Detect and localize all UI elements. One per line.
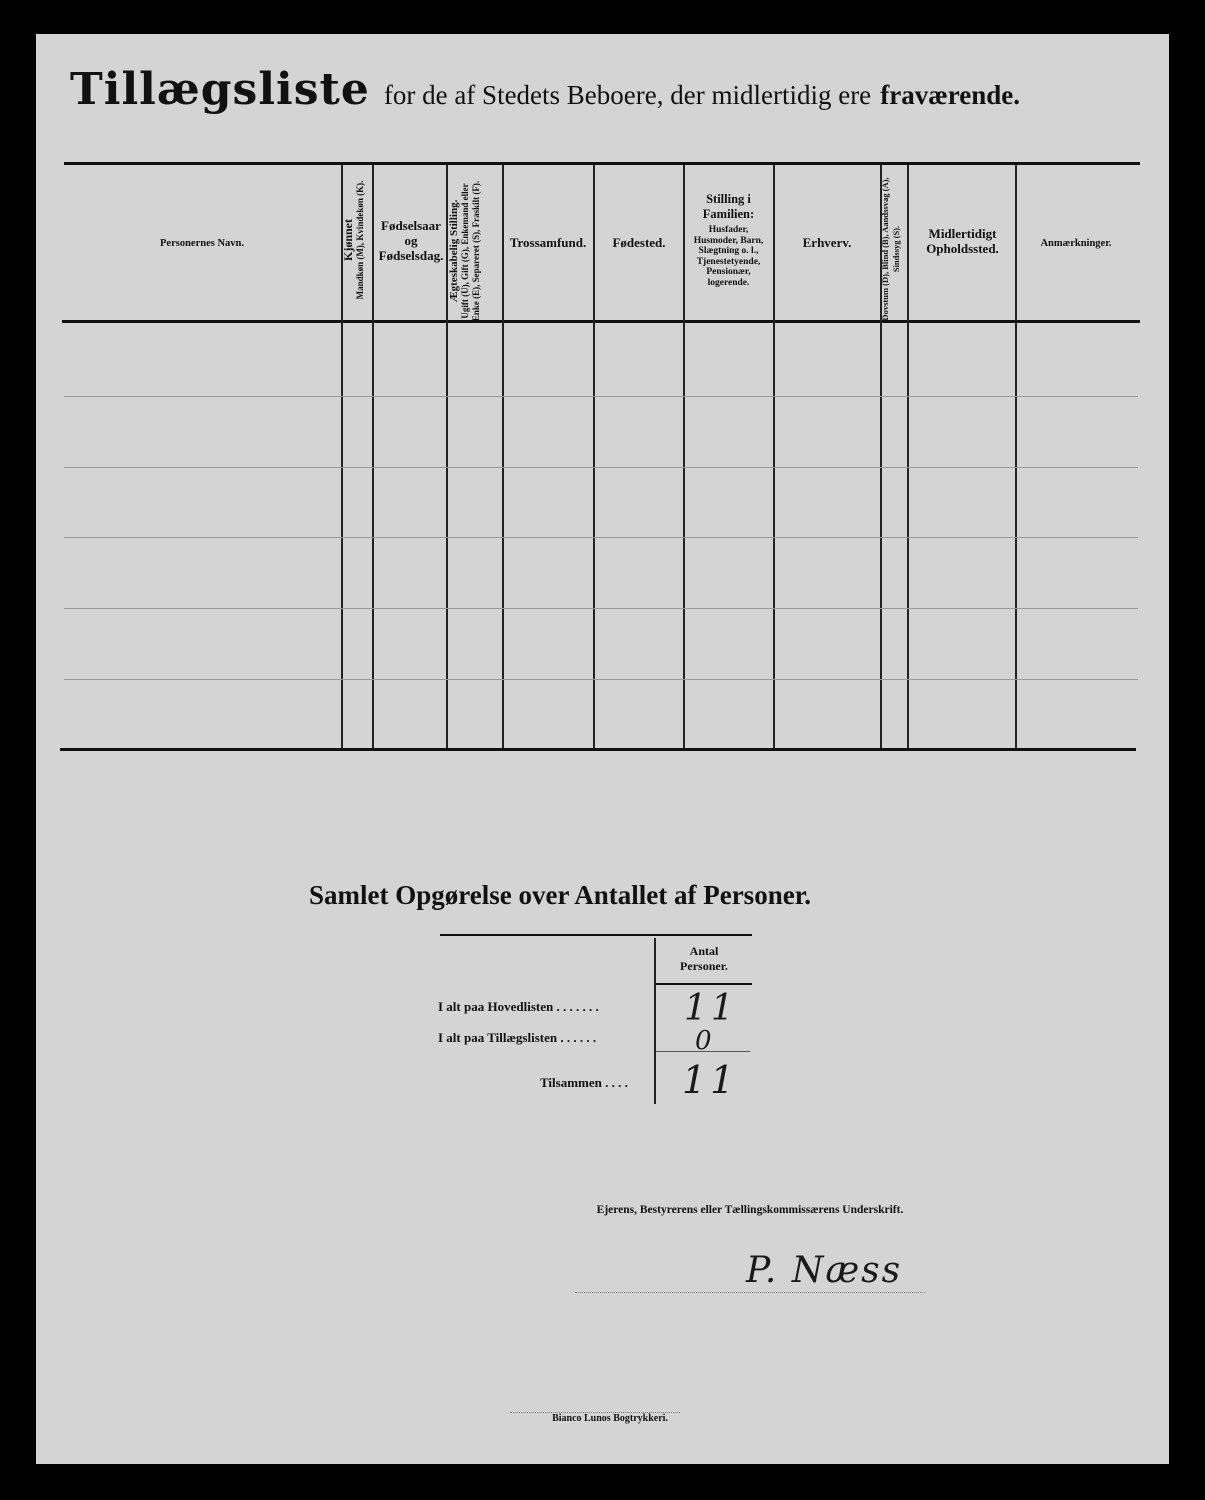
table-bottom-rule bbox=[60, 748, 1136, 751]
table-header-rule bbox=[62, 320, 1140, 323]
summary-header-rule bbox=[656, 983, 752, 985]
signature-line bbox=[575, 1292, 925, 1293]
header-kjonnet bbox=[341, 165, 371, 315]
header-stilling-sub: Husfader, Husmoder, Barn, Slægtning o. l., Tjenestetyende, Pensionær, logerende. bbox=[693, 225, 764, 288]
header-tro: Trossamfund. bbox=[509, 235, 587, 250]
summary-row-label: I alt paa Tillægslisten . . . . . . bbox=[438, 1030, 597, 1045]
column-divider bbox=[773, 165, 775, 748]
header-aegteskab bbox=[448, 176, 500, 326]
summary-title: Samlet Opgørelse over Antallet af Personer. bbox=[309, 880, 811, 910]
summary-column-header: Antal Personer. bbox=[680, 944, 728, 973]
printer-imprint: Bianco Lunos Bogtrykkeri. bbox=[552, 1413, 668, 1424]
column-divider bbox=[593, 165, 595, 748]
table-row-line bbox=[64, 467, 1138, 468]
form-title-emphasis: fraværende. bbox=[880, 80, 1020, 110]
header-kjonnet-sub: Mandkøn (M), Kvindekøn (K). bbox=[355, 180, 365, 300]
header-opholdssted: Midlertidigt Opholdssted. bbox=[926, 226, 999, 256]
form-title bbox=[70, 64, 1100, 115]
header-fodsel: Fødselsaar og Fødselsdag. bbox=[378, 218, 444, 263]
table-top-rule bbox=[64, 162, 1140, 165]
header-fodested: Fødested. bbox=[612, 235, 666, 250]
header-aegteskab-sub: Ugift (U), Gift (G), Enkemand eller Enke (E), Separeret (S), Fraskilt (F). bbox=[460, 180, 481, 322]
header-aegteskab-label: Ægteskabelig Stilling. bbox=[448, 199, 460, 303]
column-divider bbox=[502, 165, 504, 748]
table-row-line bbox=[64, 679, 1138, 680]
header-erhverv: Erhverv. bbox=[802, 235, 852, 250]
summary-row-value: 11 bbox=[684, 988, 738, 1029]
table-row-line bbox=[64, 608, 1138, 609]
header-stilling-label: Stilling i Familien: bbox=[702, 192, 755, 221]
summary-divider bbox=[654, 938, 656, 1104]
column-divider bbox=[907, 165, 909, 748]
column-divider bbox=[1015, 165, 1017, 748]
header-kjonnet-label: Kjønnet bbox=[341, 219, 355, 261]
header-stilling bbox=[684, 192, 773, 288]
header-navn: Personernes Navn. bbox=[160, 238, 244, 249]
form-title-rest: for de af Stedets Beboere, der midlertidig ere bbox=[383, 80, 872, 110]
summary-top-rule bbox=[440, 934, 752, 936]
signature-caption: Ejerens, Bestyrerens eller Tællingskommissærens Underskrift. bbox=[596, 1204, 904, 1216]
form-title-main: Tillægsliste bbox=[70, 64, 370, 115]
summary-row-value: 11 bbox=[682, 1058, 739, 1102]
column-divider bbox=[372, 165, 374, 748]
table-row-line bbox=[64, 396, 1138, 397]
header-anmaerkninger: Anmærkninger. bbox=[1040, 238, 1112, 249]
summary-row-label: I alt paa Hovedlisten . . . . . . . bbox=[438, 999, 599, 1014]
signature-name: P. Næss bbox=[746, 1250, 903, 1291]
summary-row-label: Tilsammen . . . . bbox=[540, 1075, 628, 1090]
header-dovstum: Dovstum (D), Blind (B), Aandssvag (A), Sindssyg (S). bbox=[880, 177, 901, 321]
table-row-line bbox=[64, 537, 1138, 538]
summary-row-value: 0 bbox=[695, 1026, 712, 1056]
